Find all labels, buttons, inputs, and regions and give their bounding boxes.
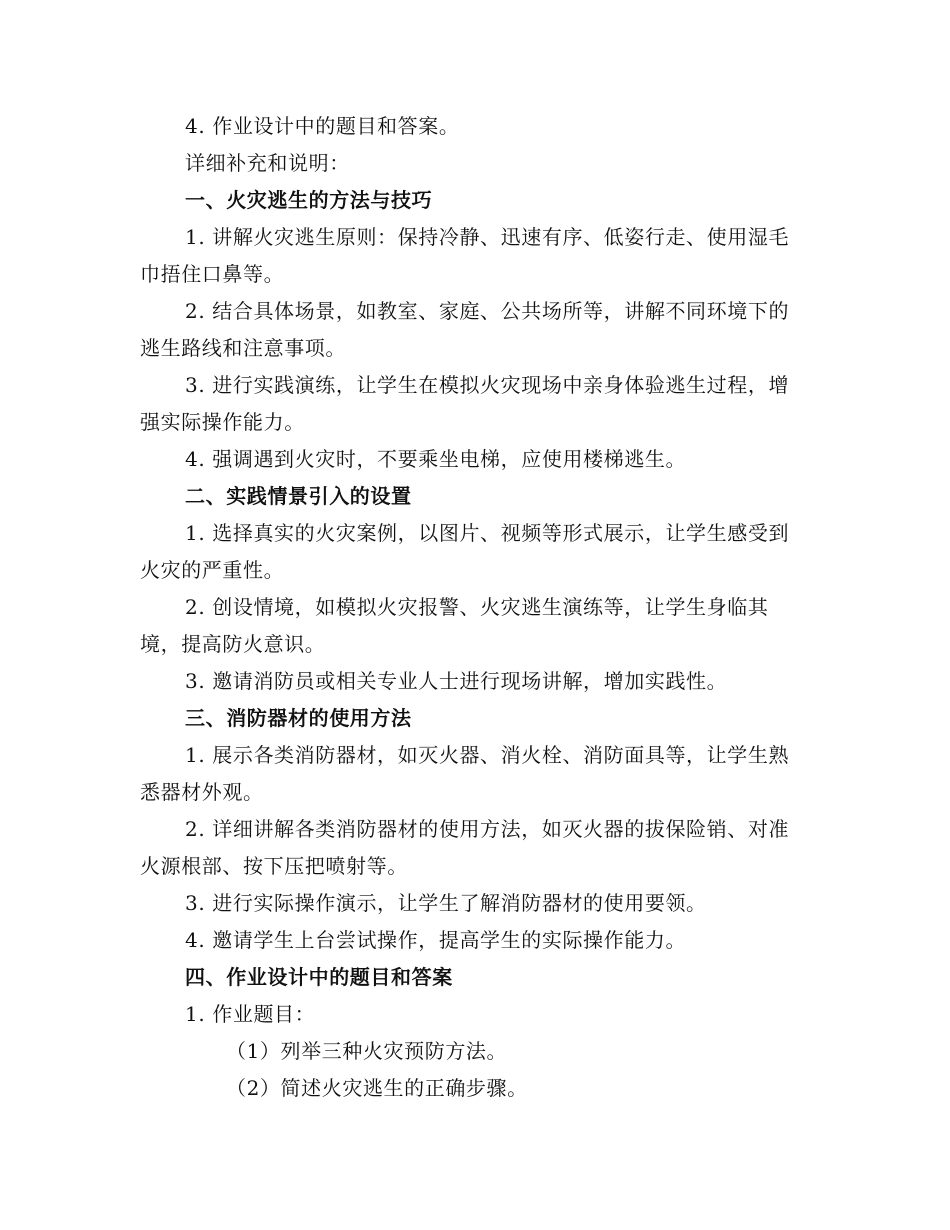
section-4-item-1: 1. 作业题目： bbox=[185, 1002, 316, 1026]
section-3-item-3: 3. 进行实际操作演示，让学生了解消防器材的使用要领。 bbox=[185, 891, 707, 915]
section-heading-4: 四、作业设计中的题目和答案 bbox=[185, 965, 453, 989]
section-1-item-2: 2. 结合具体场景，如教室、家庭、公共场所等，讲解不同环境下的逃生路线和注意事项。 bbox=[140, 299, 790, 360]
section-3-item-4: 4. 邀请学生上台尝试操作，提高学生的实际操作能力。 bbox=[185, 928, 687, 952]
section-heading-2: 二、实践情景引入的设置 bbox=[185, 484, 412, 508]
section-heading-3: 三、消防器材的使用方法 bbox=[185, 706, 412, 730]
section-3-item-1: 1. 展示各类消防器材，如灭火器、消火栓、消防面具等，让学生熟悉器材外观。 bbox=[140, 743, 790, 804]
document-page bbox=[140, 108, 806, 1107]
intro-item-4: 4. 作业设计中的题目和答案。 bbox=[185, 114, 460, 138]
homework-question-1: （1）列举三种火灾预防方法。 bbox=[226, 1039, 508, 1063]
section-1-item-3: 3. 进行实践演练，让学生在模拟火灾现场中亲身体验逃生过程，增强实际操作能力。 bbox=[140, 373, 790, 434]
section-1-item-4: 4. 强调遇到火灾时，不要乘坐电梯，应使用楼梯逃生。 bbox=[185, 447, 687, 471]
section-1-item-1: 1. 讲解火灾逃生原则：保持冷静、迅速有序、低姿行走、使用湿毛巾捂住口鼻等。 bbox=[140, 225, 790, 286]
supplement-title: 详细补充和说明： bbox=[185, 151, 350, 175]
section-heading-1: 一、火灾逃生的方法与技巧 bbox=[185, 188, 433, 212]
section-2-item-2: 2. 创设情境，如模拟火灾报警、火灾逃生演练等，让学生身临其境，提高防火意识。 bbox=[140, 595, 769, 656]
section-3-item-2: 2. 详细讲解各类消防器材的使用方法，如灭火器的拔保险销、对准火源根部、按下压把喷射等。 bbox=[140, 817, 790, 878]
section-2-item-3: 3. 邀请消防员或相关专业人士进行现场讲解，增加实践性。 bbox=[185, 669, 728, 693]
homework-question-2: （2）简述火灾逃生的正确步骤。 bbox=[226, 1076, 528, 1100]
section-2-item-1: 1. 选择真实的火灾案例，以图片、视频等形式展示，让学生感受到火灾的严重性。 bbox=[140, 521, 790, 582]
